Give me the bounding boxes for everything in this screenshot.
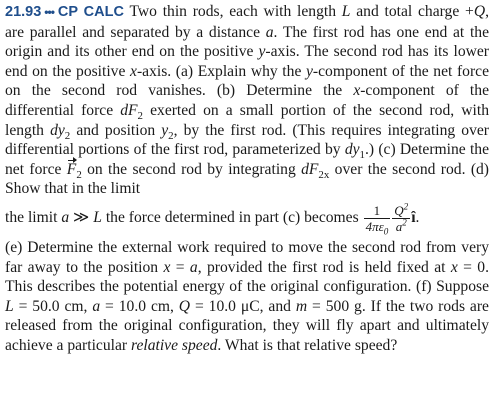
var-dy: dy (344, 141, 360, 159)
text-segment: , provided the first rod is held fixed at (197, 258, 451, 276)
subscript: 2 (76, 168, 82, 181)
subscript: 1 (359, 149, 365, 162)
difficulty-dots-icon: ••• (44, 5, 54, 19)
var-a: a (61, 209, 70, 227)
var-dF: dF (301, 160, 319, 178)
var-x: x (163, 258, 171, 276)
text-segment: = 10.0 μC, and (190, 297, 296, 315)
fraction-q-over-a (392, 203, 410, 234)
text-segment: over the second rod. (d) Show that in the limit (5, 160, 490, 198)
var-a: a (189, 258, 198, 276)
text-segment: .) (c) Determine the net force (5, 141, 490, 178)
text-segment: the force determined in part (c) becomes (101, 209, 363, 227)
var-x: x (130, 62, 137, 80)
var-dy: dy (50, 121, 65, 139)
text-segment: exerted on a small portion of the second rod, with length (5, 101, 489, 139)
var-y: y (305, 62, 313, 80)
text-segment: . The first rod has one end at the origin and its other end on the positive (5, 23, 489, 61)
var-a: a (265, 23, 274, 41)
var-L: L (93, 209, 102, 227)
problem-text-continued (5, 238, 489, 356)
var-a: a (92, 297, 101, 315)
var-Q: Q (178, 297, 191, 315)
text-segment: . What is that relative speed? (217, 336, 398, 354)
denominator-text: 4πε (365, 218, 384, 234)
var-dF: dF (120, 101, 138, 119)
text-segment: on the second rod by integrating (81, 160, 302, 178)
text-segment: , are parallel and separated by a distance (5, 3, 489, 41)
fraction-numerator: 1 (364, 203, 391, 219)
text-segment: Two thin rods, each with length (129, 3, 342, 20)
text-segment: (e) Determine the external work required to move the second rod from very far away to the position (5, 238, 489, 276)
subscript: 2 (137, 110, 143, 123)
problem-number: 21.93 (5, 4, 42, 20)
var-L: L (341, 3, 351, 20)
text-segment: = 500 g. If the two rods are released from the original configuration, they will fly apart and ultimately achieve a particular (5, 297, 489, 354)
text-segment: the limit (5, 209, 62, 227)
fraction-numerator (392, 203, 410, 219)
var-L: L (5, 297, 14, 315)
subscript: 2x (318, 168, 330, 181)
var-y: y (258, 43, 266, 61)
fraction-denominator (364, 218, 391, 237)
text-segment: = 10.0 cm, (100, 297, 179, 315)
var-F-vector: F (66, 160, 77, 178)
text-segment: = (170, 258, 190, 276)
var-m: m (295, 297, 308, 315)
text-segment: ≫ (69, 209, 94, 227)
subscript: 2 (64, 129, 71, 142)
fraction-constant (364, 202, 391, 237)
text-segment: -component of the differential force (5, 82, 489, 119)
var-Q: Q (473, 3, 486, 20)
text-segment: = 50.0 cm, (13, 297, 93, 315)
numerator-text: Q (394, 202, 404, 218)
limit-line (5, 201, 489, 237)
text-segment: -component of the net force on the second rod vanishes. (b) Determine the (5, 62, 489, 100)
var-x: x (353, 82, 361, 100)
problem-tag: CP CALC (57, 4, 124, 20)
text-segment: -axis. (a) Explain why the (136, 62, 306, 80)
unit-vector-i: î (411, 209, 416, 227)
denominator-text: a (395, 218, 403, 234)
var-y: y (161, 121, 169, 139)
text-segment: -axis. The second rod has its lower end on the positive (5, 43, 489, 80)
var-x: x (450, 258, 458, 276)
text-segment: . (415, 209, 420, 227)
text-segment: and total charge + (350, 3, 474, 20)
superscript: 2 (402, 217, 407, 228)
emphasis-relative-speed: relative speed (130, 336, 218, 354)
fraction-denominator (392, 219, 410, 234)
subscript: 2 (168, 129, 174, 142)
text-segment: and position (70, 121, 162, 139)
subscript: 0 (383, 226, 389, 237)
text-segment: , by the first rod. (This requires integrating over differential portions of the first rod, parameterized by (5, 121, 489, 159)
superscript: 2 (403, 201, 409, 212)
problem-text (5, 2, 489, 199)
text-segment: = 0. This describes the potential energy of the original configuration. (f) Suppose (5, 258, 489, 296)
